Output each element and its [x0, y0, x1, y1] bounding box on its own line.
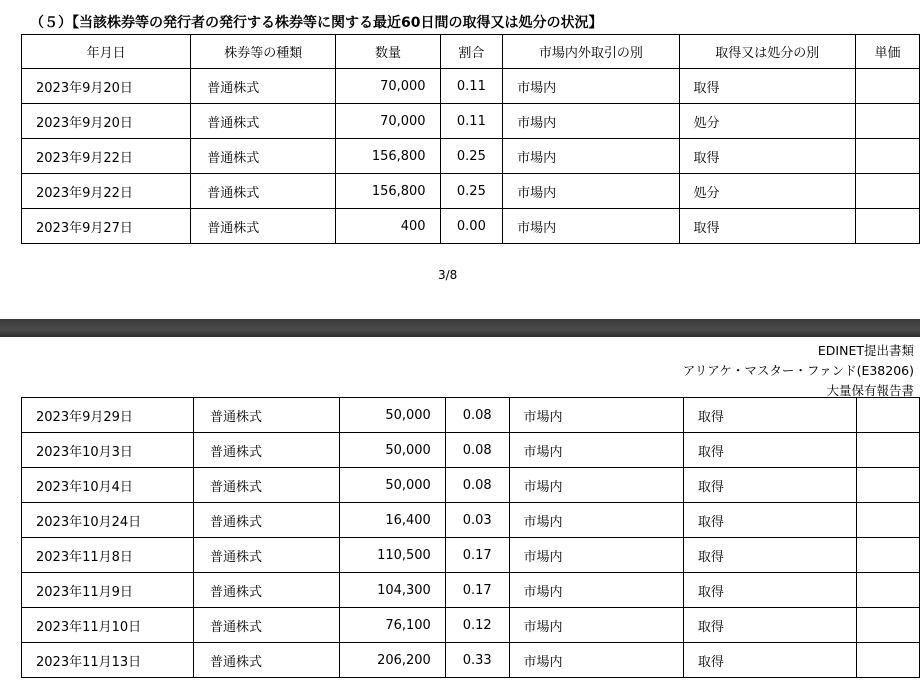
cell-market: 市場内 — [509, 503, 683, 538]
cell-ratio: 0.25 — [440, 174, 503, 209]
cell-action: 取得 — [683, 608, 856, 643]
cell-ratio: 0.17 — [445, 538, 509, 573]
doc-header-report-type: 大量保有報告書 — [826, 383, 914, 398]
cell-market: 市場内 — [509, 643, 683, 678]
cell-date: 2023年10月4日 — [22, 468, 194, 503]
cell-market: 市場内 — [509, 538, 683, 573]
cell-action: 取得 — [683, 573, 856, 608]
cell-quantity: 76,100 — [340, 608, 445, 643]
cell-price — [856, 643, 919, 678]
cell-action: 取得 — [679, 139, 855, 174]
cell-quantity: 70,000 — [336, 104, 440, 139]
cell-date: 2023年9月22日 — [22, 174, 191, 209]
cell-date: 2023年10月3日 — [22, 433, 194, 468]
cell-type: 普通株式 — [191, 104, 336, 139]
cell-price — [856, 398, 919, 433]
cell-type: 普通株式 — [193, 643, 339, 678]
table-row — [22, 174, 920, 209]
cell-price — [855, 139, 919, 174]
cell-date: 2023年11月8日 — [22, 538, 194, 573]
cell-market: 市場内 — [509, 468, 683, 503]
cell-ratio: 0.11 — [440, 104, 503, 139]
cell-price — [856, 573, 919, 608]
page-divider — [0, 319, 920, 337]
cell-ratio: 0.17 — [445, 573, 509, 608]
cell-quantity: 16,400 — [340, 503, 445, 538]
cell-ratio: 0.11 — [440, 69, 503, 104]
cell-action: 処分 — [679, 104, 855, 139]
cell-action: 処分 — [679, 174, 855, 209]
cell-quantity: 104,300 — [340, 573, 445, 608]
cell-action: 取得 — [679, 69, 855, 104]
cell-action: 取得 — [683, 503, 856, 538]
cell-ratio: 0.08 — [445, 398, 509, 433]
cell-ratio: 0.08 — [445, 433, 509, 468]
cell-date: 2023年11月9日 — [22, 573, 194, 608]
cell-quantity: 110,500 — [340, 538, 445, 573]
cell-ratio: 0.33 — [445, 643, 509, 678]
cell-action: 取得 — [683, 643, 856, 678]
cell-type: 普通株式 — [193, 608, 339, 643]
cell-quantity: 50,000 — [340, 468, 445, 503]
table-row — [22, 433, 920, 468]
cell-ratio: 0.12 — [445, 608, 509, 643]
cell-market: 市場内 — [503, 209, 679, 244]
header-date: 年月日 — [22, 35, 191, 69]
cell-price — [856, 608, 919, 643]
cell-market: 市場内 — [509, 433, 683, 468]
cell-type: 普通株式 — [191, 174, 336, 209]
cell-type: 普通株式 — [191, 209, 336, 244]
cell-price — [856, 538, 919, 573]
cell-ratio: 0.25 — [440, 139, 503, 174]
cell-quantity: 50,000 — [340, 398, 445, 433]
header-type: 株券等の種類 — [191, 35, 336, 69]
cell-price — [855, 209, 919, 244]
header-ratio: 割合 — [440, 35, 503, 69]
cell-price — [855, 69, 919, 104]
cell-type: 普通株式 — [193, 433, 339, 468]
cell-type: 普通株式 — [193, 468, 339, 503]
table-row — [22, 398, 920, 433]
cell-market: 市場内 — [509, 573, 683, 608]
table-row — [22, 69, 920, 104]
cell-date: 2023年9月22日 — [22, 139, 191, 174]
table-header-row — [22, 35, 920, 69]
cell-date: 2023年9月27日 — [22, 209, 191, 244]
cell-quantity: 50,000 — [340, 433, 445, 468]
cell-market: 市場内 — [503, 174, 679, 209]
cell-type: 普通株式 — [193, 398, 339, 433]
cell-price — [855, 104, 919, 139]
cell-price — [855, 174, 919, 209]
cell-ratio: 0.00 — [440, 209, 503, 244]
cell-quantity: 70,000 — [336, 69, 440, 104]
cell-market: 市場内 — [509, 398, 683, 433]
cell-type: 普通株式 — [193, 503, 339, 538]
table-row — [22, 209, 920, 244]
table-row — [22, 538, 920, 573]
header-market: 市場内外取引の別 — [503, 35, 679, 69]
cell-quantity: 206,200 — [340, 643, 445, 678]
cell-date: 2023年9月20日 — [22, 69, 191, 104]
header-price: 単価 — [855, 35, 919, 69]
header-action: 取得又は処分の別 — [679, 35, 855, 69]
table-row — [22, 104, 920, 139]
page-number: 3/8 — [438, 268, 458, 282]
table-row — [22, 573, 920, 608]
cell-date: 2023年9月20日 — [22, 104, 191, 139]
cell-price — [856, 468, 919, 503]
cell-ratio: 0.03 — [445, 503, 509, 538]
cell-ratio: 0.08 — [445, 468, 509, 503]
cell-type: 普通株式 — [191, 139, 336, 174]
cell-market: 市場内 — [503, 69, 679, 104]
table-row — [22, 643, 920, 678]
cell-action: 取得 — [683, 433, 856, 468]
cell-quantity: 400 — [336, 209, 440, 244]
cell-date: 2023年11月10日 — [22, 608, 194, 643]
table-row — [22, 139, 920, 174]
cell-action: 取得 — [679, 209, 855, 244]
transactions-table-top — [21, 34, 920, 244]
cell-quantity: 156,800 — [336, 139, 440, 174]
doc-header-edinet: EDINET提出書類 — [817, 343, 914, 358]
cell-quantity: 156,800 — [336, 174, 440, 209]
cell-market: 市場内 — [503, 104, 679, 139]
cell-date: 2023年10月24日 — [22, 503, 194, 538]
section-title: （５）【当該株券等の発行者の発行する株券等に関する最近60日間の取得又は処分の状況】 — [30, 15, 603, 31]
cell-market: 市場内 — [503, 139, 679, 174]
cell-action: 取得 — [683, 538, 856, 573]
transactions-table-bottom — [21, 397, 920, 678]
cell-type: 普通株式 — [191, 69, 336, 104]
cell-action: 取得 — [683, 468, 856, 503]
table-row — [22, 503, 920, 538]
cell-date: 2023年11月13日 — [22, 643, 194, 678]
cell-market: 市場内 — [509, 608, 683, 643]
cell-price — [856, 433, 919, 468]
doc-header-filer: アリアケ・マスター・ファンド(E38206) — [682, 363, 914, 378]
table-row — [22, 608, 920, 643]
cell-action: 取得 — [683, 398, 856, 433]
header-quantity: 数量 — [336, 35, 440, 69]
table-row — [22, 468, 920, 503]
cell-price — [856, 503, 919, 538]
cell-type: 普通株式 — [193, 573, 339, 608]
cell-type: 普通株式 — [193, 538, 339, 573]
cell-date: 2023年9月29日 — [22, 398, 194, 433]
